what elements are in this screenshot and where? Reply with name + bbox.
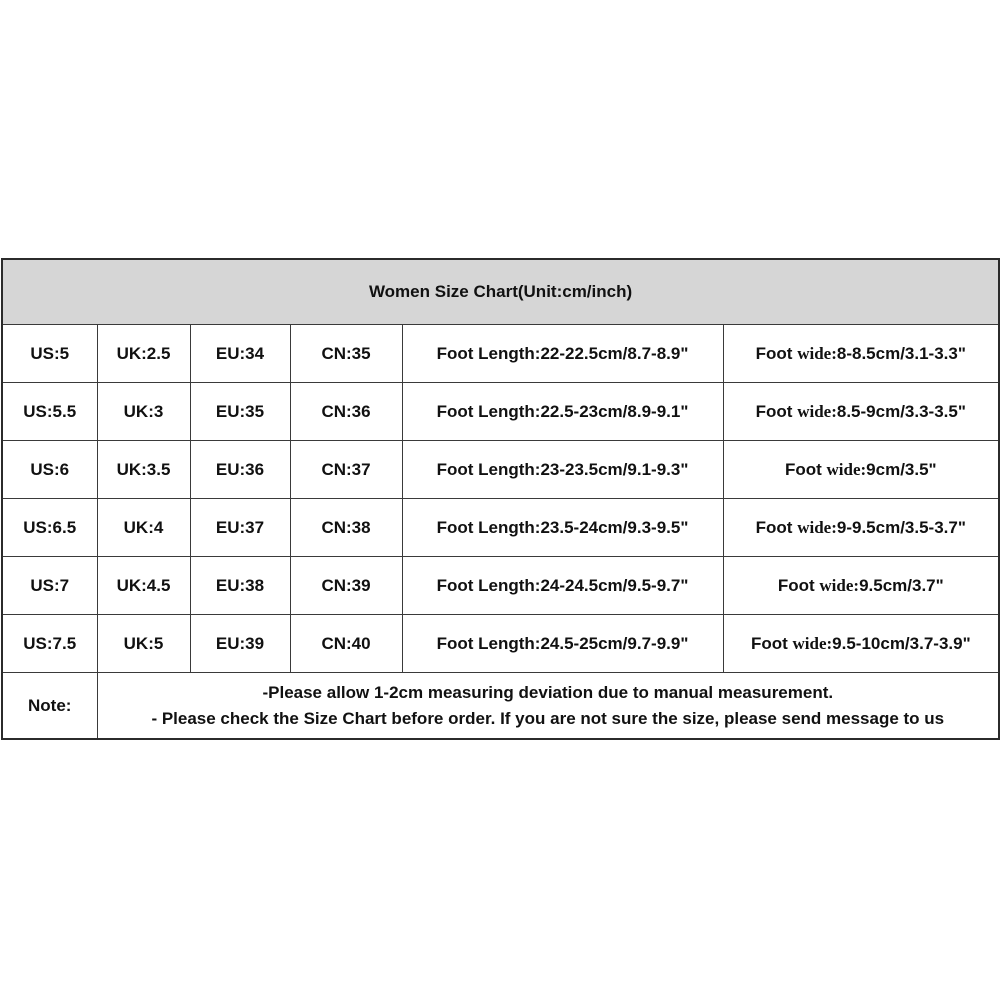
size-row — [2, 615, 999, 673]
us-size-cell: US:6 — [2, 441, 97, 499]
note-line-check-chart: - Please check the Size Chart before order. If you are not sure the size, please send message to us — [151, 708, 945, 728]
foot-wide-cell — [723, 325, 999, 383]
cn-size-cell: CN:40 — [290, 615, 402, 673]
size-row — [2, 383, 999, 441]
foot-length-cell: Foot Length:23-23.5cm/9.1-9.3" — [402, 441, 723, 499]
foot-wide-cell — [723, 383, 999, 441]
uk-size-cell: UK:3 — [97, 383, 190, 441]
foot-length-cell: Foot Length:22.5-23cm/8.9-9.1" — [402, 383, 723, 441]
size-chart-header-row — [2, 259, 999, 325]
eu-size-cell: EU:35 — [190, 383, 290, 441]
foot-wide-value: 9-9.5cm/3.5-3.7" — [836, 517, 966, 537]
size-chart-table — [1, 258, 1000, 740]
foot-wide-value: 9.5-10cm/3.7-3.9" — [832, 633, 971, 653]
size-chart-body — [2, 259, 999, 739]
size-row — [2, 441, 999, 499]
note-text-cell — [97, 673, 999, 740]
foot-wide-word: wide: — [797, 401, 837, 421]
size-row — [2, 557, 999, 615]
uk-size-cell: UK:4 — [97, 499, 190, 557]
us-size-cell: US:7.5 — [2, 615, 97, 673]
foot-wide-cell — [723, 615, 999, 673]
cn-size-cell: CN:37 — [290, 441, 402, 499]
eu-size-cell: EU:36 — [190, 441, 290, 499]
foot-wide-label: Foot — [750, 633, 793, 653]
foot-wide-value: 8-8.5cm/3.1-3.3" — [836, 343, 966, 363]
foot-wide-label: Foot — [777, 575, 820, 595]
uk-size-cell: UK:5 — [97, 615, 190, 673]
note-label: Note: — [2, 673, 97, 740]
cn-size-cell: CN:35 — [290, 325, 402, 383]
note-row — [2, 673, 999, 740]
foot-wide-word: wide: — [792, 633, 833, 653]
cn-size-cell: CN:38 — [290, 499, 402, 557]
uk-size-cell: UK:3.5 — [97, 441, 190, 499]
foot-wide-label: Foot — [755, 401, 798, 421]
us-size-cell: US:5.5 — [2, 383, 97, 441]
foot-wide-label: Foot — [755, 517, 798, 537]
cn-size-cell: CN:36 — [290, 383, 402, 441]
us-size-cell: US:6.5 — [2, 499, 97, 557]
foot-wide-cell — [723, 557, 999, 615]
foot-wide-label: Foot — [784, 459, 827, 479]
foot-wide-cell — [723, 441, 999, 499]
foot-length-cell: Foot Length:24.5-25cm/9.7-9.9" — [402, 615, 723, 673]
foot-wide-word: wide: — [797, 343, 837, 363]
note-line-measurement: -Please allow 1-2cm measuring deviation due to manual measurement. — [262, 682, 834, 702]
eu-size-cell: EU:37 — [190, 499, 290, 557]
uk-size-cell: UK:4.5 — [97, 557, 190, 615]
uk-size-cell: UK:2.5 — [97, 325, 190, 383]
size-row — [2, 325, 999, 383]
foot-length-cell: Foot Length:23.5-24cm/9.3-9.5" — [402, 499, 723, 557]
foot-wide-label: Foot — [755, 343, 798, 363]
cn-size-cell: CN:39 — [290, 557, 402, 615]
foot-wide-word: wide: — [797, 517, 837, 537]
eu-size-cell: EU:34 — [190, 325, 290, 383]
us-size-cell: US:7 — [2, 557, 97, 615]
size-row — [2, 499, 999, 557]
us-size-cell: US:5 — [2, 325, 97, 383]
foot-wide-value: 9.5cm/3.7" — [859, 575, 944, 595]
foot-wide-value: 8.5-9cm/3.3-3.5" — [836, 401, 966, 421]
size-chart-title: Women Size Chart(Unit:cm/inch) — [2, 259, 999, 325]
foot-length-cell: Foot Length:24-24.5cm/9.5-9.7" — [402, 557, 723, 615]
foot-wide-value: 9cm/3.5" — [866, 459, 937, 479]
foot-wide-cell — [723, 499, 999, 557]
eu-size-cell: EU:39 — [190, 615, 290, 673]
foot-wide-word: wide: — [826, 459, 867, 479]
eu-size-cell: EU:38 — [190, 557, 290, 615]
foot-length-cell: Foot Length:22-22.5cm/8.7-8.9" — [402, 325, 723, 383]
foot-wide-word: wide: — [819, 575, 860, 595]
